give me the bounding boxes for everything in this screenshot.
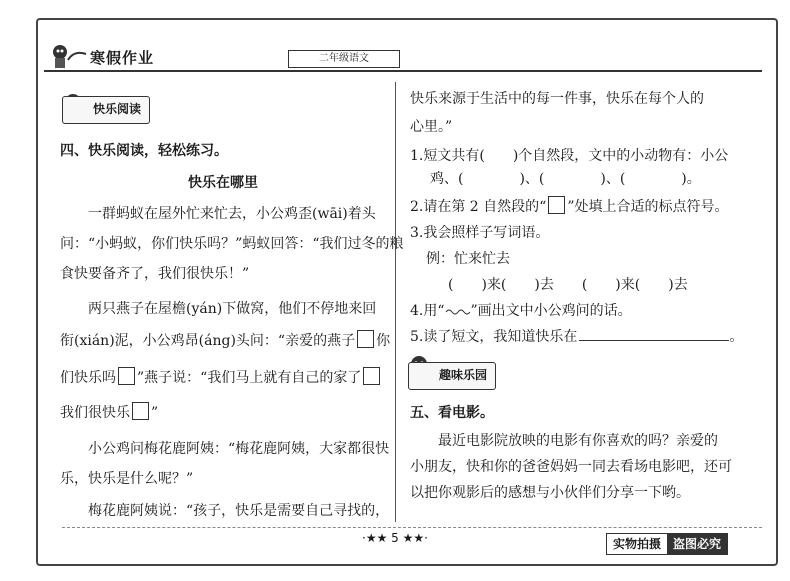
question-1-blanks[interactable]: 鸡、( )、( )、( )。: [430, 171, 701, 187]
punctuation-box[interactable]: [363, 367, 380, 385]
story-line: 快乐来源于生活中的每一件事，快乐在每个人的: [410, 91, 704, 107]
story-line: 食快要备齐了，我们很快乐！”: [60, 266, 250, 282]
story-line: 衔(xián)泥，小公鸡昂(áng)头问：“亲爱的燕子 你: [60, 330, 390, 350]
question-3: 3.我会照样子写词语。: [410, 225, 550, 241]
story-line: 一群蚂蚁在屋外忙来忙去，小公鸡歪(wāi)着头: [88, 206, 376, 222]
story-line: 乐，快乐是什么呢？”: [60, 471, 194, 487]
brand-logo-icon: [46, 42, 88, 70]
story-line: 问：“小蚂蚁，你们快乐吗？”蚂蚁回答：“我们过冬的粮: [60, 236, 404, 252]
punctuation-box[interactable]: [357, 330, 374, 348]
story-line: 心里。”: [410, 119, 453, 135]
punctuation-box[interactable]: [132, 402, 149, 420]
grade-subject-label: 二年级语文: [288, 50, 400, 68]
story-title: 快乐在哪里: [188, 175, 258, 191]
brand-title: 寒假作业: [90, 49, 155, 67]
story-line: 梅花鹿阿姨说：“孩子，快乐是需要自己寻找的，: [88, 503, 390, 519]
movie-line: 最近电影院放映的电影有你喜欢的吗？亲爱的: [438, 433, 718, 449]
story-line: 我们很快乐 ”: [60, 402, 158, 422]
column-divider: [395, 82, 396, 522]
fun-badge: 趣味乐园: [408, 362, 496, 390]
story-line: 两只燕子在屋檐(yán)下做窝，他们不停地来回: [88, 301, 377, 317]
section-four-title: 四、快乐阅读，轻松练习。: [60, 143, 228, 159]
story-line: 们快乐吗 ”燕子说：“我们马上就有自己的家了: [60, 367, 382, 387]
question-3-blanks[interactable]: ( )来( )去 ( )来( )去: [448, 277, 688, 293]
wavy-underline-icon: [445, 308, 471, 316]
footer-rule: [62, 527, 762, 528]
question-5: 5.读了短文，我知道快乐在 。: [410, 329, 744, 345]
watermark-stamp: 实物拍摄 盗图必究: [606, 533, 728, 555]
question-4: 4.用“ ”画出文中小公鸡问的话。: [410, 303, 632, 319]
page-number: ·★★ 5 ★★·: [362, 531, 428, 545]
reading-badge: 快乐阅读: [62, 96, 150, 124]
question-2: 2.请在第 2 自然段的“ ”处填上合适的标点符号。: [410, 196, 729, 216]
punctuation-box[interactable]: [118, 367, 135, 385]
section-five-title: 五、看电影。: [410, 405, 494, 421]
movie-line: 小朋友，快和你的爸爸妈妈一同去看场电影吧，还可: [410, 459, 732, 475]
question-3-example: 例：忙来忙去: [426, 251, 510, 267]
movie-line: 以把你观影后的感想与小伙伴们分享一下哟。: [410, 485, 690, 501]
header-rule: [44, 70, 762, 72]
answer-line[interactable]: [579, 328, 729, 341]
punctuation-box: [548, 196, 565, 214]
question-1: 1.短文共有( )个自然段，文中的小动物有：小公: [410, 148, 729, 164]
story-line: 小公鸡问梅花鹿阿姨：“梅花鹿阿姨，大家都很快: [88, 441, 390, 457]
